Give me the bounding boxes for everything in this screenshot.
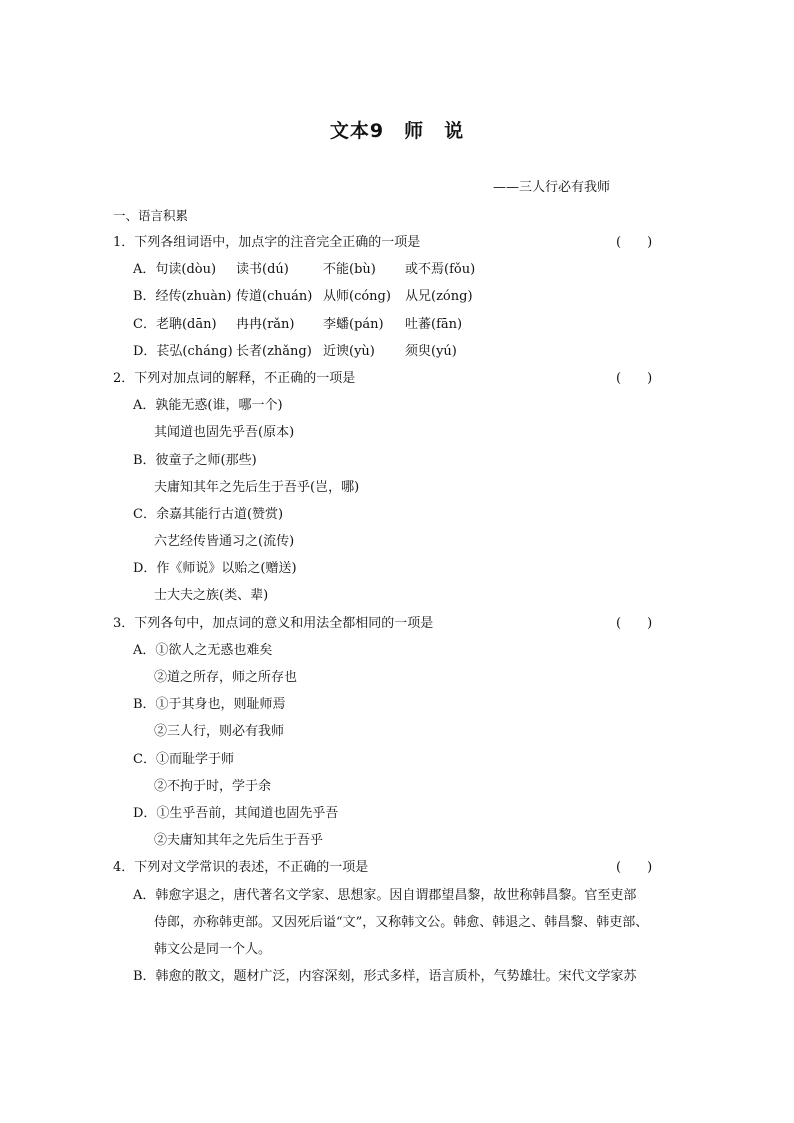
- option-item: 传道(chuán): [236, 289, 313, 305]
- question-2-option-b-line2: 夫庸知其年之先后生于吾乎(岂，哪): [154, 479, 360, 495]
- answer-blank-3: ( ): [616, 615, 653, 631]
- question-3-option-c-line1: C．①而耻学于师: [133, 751, 234, 767]
- option-item: C．老聃(dān): [133, 316, 217, 332]
- question-4-text: 4．下列对文学常识的表述，不正确的一项是: [113, 860, 369, 876]
- question-3-stem: [113, 610, 693, 637]
- question-2-option-c-line2: 六艺经传皆通习之(流传): [154, 534, 295, 550]
- option-item: D．苌弘(cháng): [133, 343, 233, 359]
- option-item: 不能(bù): [323, 262, 376, 278]
- question-3-option-d-line2: ②夫庸知其年之先后生于吾乎: [154, 833, 324, 849]
- question-1-text: 1．下列各组词语中，加点字的注音完全正确的一项是: [113, 235, 421, 250]
- question-1-option-d: [113, 338, 693, 365]
- question-4-option-b-line1: B．韩愈的散文，题材广泛，内容深刻，形式多样，语言质朴，气势雄壮。宋代文学家苏: [133, 969, 637, 985]
- option-item: 须臾(yú): [405, 343, 457, 359]
- answer-blank-1: ( ): [616, 235, 653, 250]
- question-1-stem: [113, 229, 693, 256]
- option-item: 冉冉(rǎn): [236, 316, 295, 332]
- question-2-stem: [113, 365, 693, 392]
- answer-blank-2: ( ): [616, 370, 653, 386]
- section-heading: 一、语言积累: [113, 208, 189, 223]
- option-item: 从师(cóng): [323, 289, 391, 305]
- question-2-option-a-line2: 其闻道也固先乎吾(原本): [154, 425, 295, 441]
- question-3-option-c-line2: ②不拘于时，学于余: [154, 778, 272, 794]
- option-item: 近谀(yù): [323, 343, 375, 359]
- question-2-option-d-line2: 士大夫之族(类、辈): [154, 588, 269, 604]
- question-2-option-a-line1: A．孰能无惑(谁，哪一个): [133, 398, 283, 414]
- option-item: 读书(dú): [236, 262, 289, 278]
- option-item: 李蟠(pán): [323, 316, 384, 332]
- question-4-option-a-line1: A．韩愈字退之，唐代著名文学家、思想家。因自谓郡望昌黎，故世称韩昌黎。官至吏部: [133, 887, 637, 903]
- option-item: A．句读(dòu): [133, 262, 217, 278]
- question-2-option-c-line1: C．余嘉其能行古道(赞赏): [133, 506, 284, 522]
- page-title: 文本9 师 说: [329, 120, 465, 142]
- question-2-text: 2．下列对加点词的解释，不正确的一项是: [113, 370, 356, 386]
- question-3-option-a-line2: ②道之所存，师之所存也: [154, 670, 298, 685]
- question-3-option-b-line1: B．①于其身也，则耻师焉: [133, 697, 286, 713]
- option-item: 长者(zhǎng): [236, 343, 312, 359]
- question-4-option-a-line3: 韩文公是同一个人。: [154, 941, 272, 957]
- question-2-option-b-line1: B．彼童子之师(那些): [133, 452, 257, 468]
- question-3-option-d-line1: D．①生乎吾前，其闻道也固先乎吾: [133, 805, 339, 821]
- question-1-option-a: [113, 256, 693, 283]
- option-item: B．经传(zhuàn): [133, 289, 232, 305]
- option-item: 从兄(zóng): [405, 289, 473, 305]
- option-item: 或不焉(fǒu): [405, 262, 476, 278]
- question-4-option-a-line2: 侍郎，亦称韩吏部。又因死后谥“文”，又称韩文公。韩愈、韩退之、韩昌黎、韩吏部、: [154, 914, 649, 930]
- option-item: 吐蕃(fān): [405, 316, 463, 332]
- question-4-stem: [113, 854, 693, 881]
- exercise-content: [113, 205, 693, 990]
- question-1-option-c: [113, 311, 693, 338]
- question-1-option-b: [113, 283, 693, 310]
- answer-blank-4: ( ): [616, 860, 653, 876]
- question-3-option-b-line2: ②三人行，则必有我师: [154, 724, 285, 740]
- question-3-option-a-line1: A．①欲人之无惑也难矣: [133, 642, 273, 658]
- question-3-text: 3．下列各句中，加点词的意义和用法全都相同的一项是: [113, 615, 434, 631]
- question-2-option-d-line1: D．作《师说》以贻之(赠送): [133, 561, 297, 577]
- page-subtitle: ——三人行必有我师: [493, 180, 611, 195]
